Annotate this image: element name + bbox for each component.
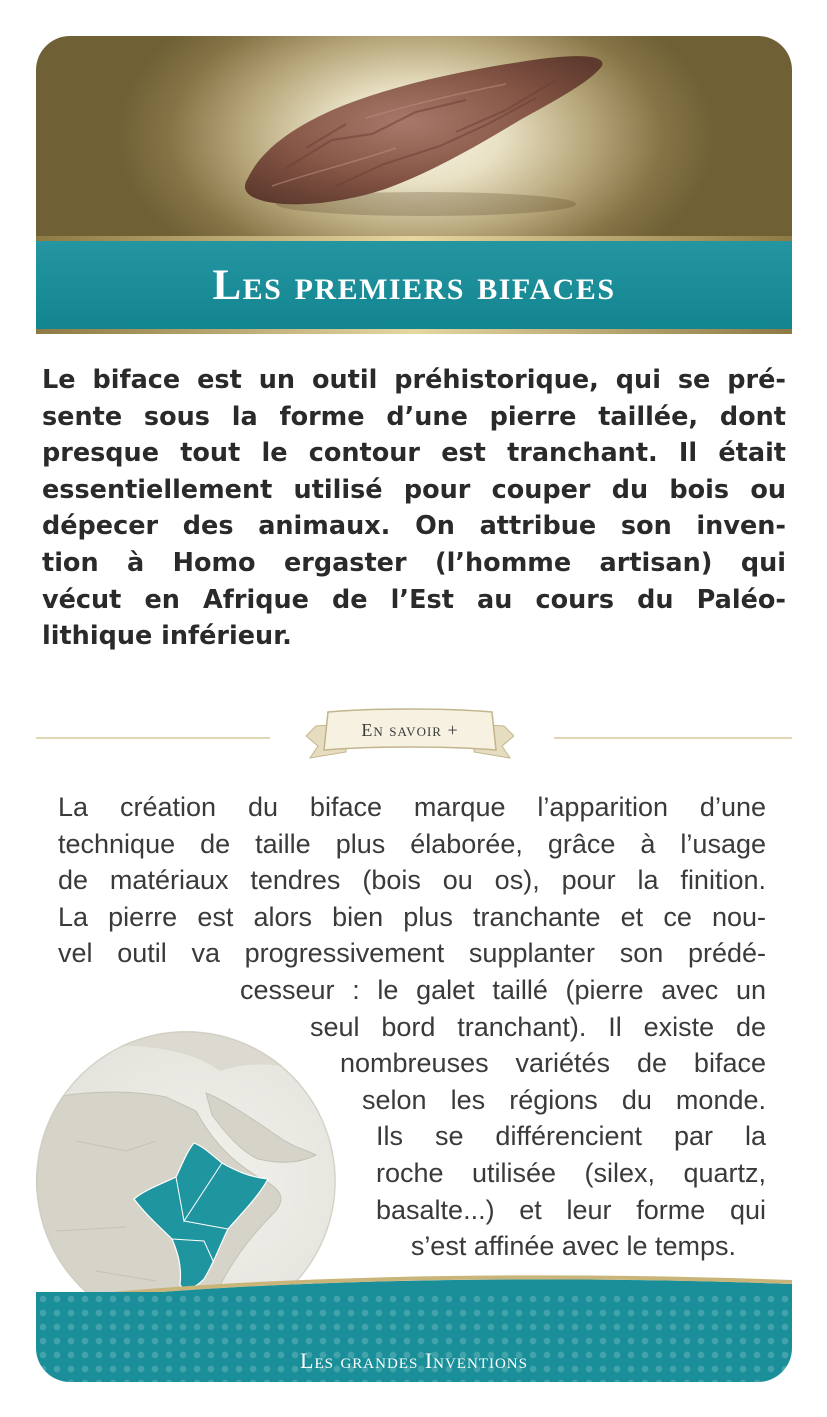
more-line: La pierre est alors bien plus tranchante et ce nou- [58,901,766,932]
divider-right [554,737,792,739]
more-line: selon les régions du monde. [362,1084,766,1115]
more-line: s’est affinée avec le temps. [410,1231,736,1262]
en-savoir-plus-button[interactable] [306,706,514,774]
more-line: technique de taille plus élaborée, grâce à l’usage [58,828,766,859]
intro-line: sente sous la forme d’une pierre taillée, dont [42,401,786,432]
hand-axe-stone-icon [36,36,792,236]
more-line: basalte...) et leur forme qui [376,1194,766,1225]
more-line: La création du biface marque l’apparition d’une [58,792,766,822]
series-label: Les grandes Inventions [300,1348,528,1373]
intro-paragraph [42,362,786,655]
intro-line: dépecer des animaux. On attribue son inven- [42,511,786,542]
hand-axe-image [36,36,792,236]
divider-left [36,737,270,739]
intro-line: lithique inférieur. [42,621,292,652]
more-line: nombreuses variétés de biface [340,1048,766,1079]
intro-line: essentiellement utilisé pour couper du bois ou [42,474,786,505]
more-paragraph [58,789,766,1265]
more-line: roche utilisée (silex, quartz, [376,1157,766,1188]
intro-line: Le biface est un outil préhistorique, qui se pré- [42,365,786,395]
intro-line: vécut en Afrique de l’Est au cours du Paléo- [42,584,786,615]
more-line: seul bord tranchant). Il existe de [310,1011,766,1042]
intro-line: tion à Homo ergaster (l’homme artisan) qui [42,547,786,578]
more-line: cesseur : le galet taillé (pierre avec un [240,974,766,1005]
card-title: Les premiers bifaces [212,261,616,309]
more-line: Ils se différencient par la [376,1121,766,1152]
more-line: de matériaux tendres (bois ou os), pour la finition. [58,865,766,896]
gold-rule-bottom [36,329,792,334]
en-savoir-plus-label: En savoir + [361,720,459,740]
more-line: vel outil va progressivement supplanter son prédé- [58,938,766,969]
intro-line: presque tout le contour est tranchant. Il était [42,438,786,469]
invention-card [36,36,792,1382]
title-band [36,241,792,329]
